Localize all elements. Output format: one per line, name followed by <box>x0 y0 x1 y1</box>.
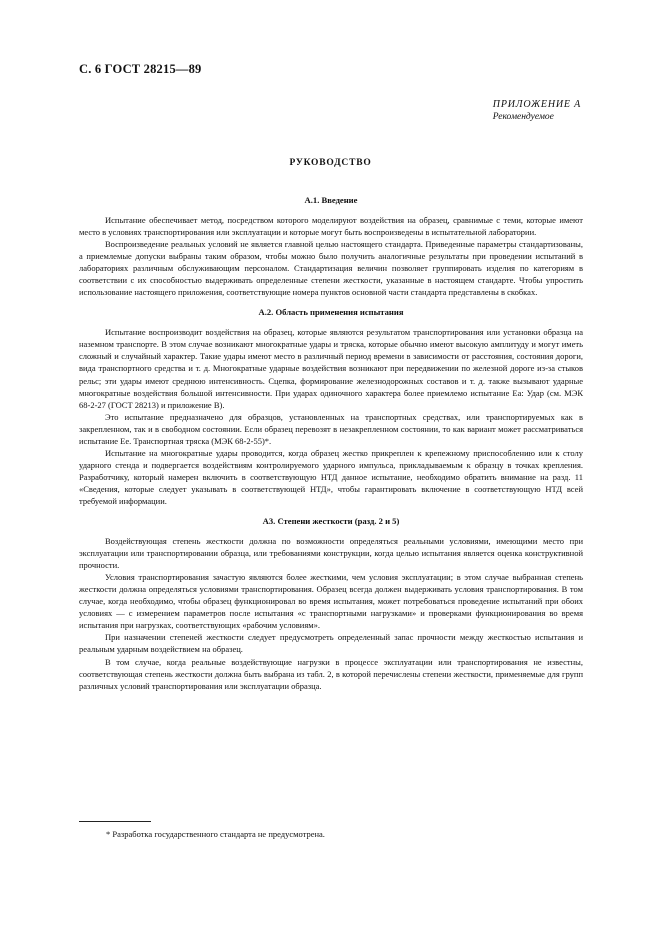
paragraph: Испытание на многократные удары проводится, когда образец жестко прикреплен к крепежному приспособлению или к столу ударного стенда и подвергается воздействиям контролируемого ударного импульса, прикладываемым к образцу в точках крепления. Разработчику, который намерен включить в соответствующую НТД данное испытание, необходимо обратить внимание на разд. 11 «Сведения, которые следует указывать в соответствующей НТД», чтобы гарантировать включение в соответствующую НТД всей требуемой информации. <box>79 447 583 506</box>
paragraph: Испытание обеспечивает метод, посредством которого моделируют воздействия на образец, сравнимые с теми, которые имеют место в условиях транспортирования или эксплуатации и которые могут быть воспроизведены в испытательной лаборатории. <box>79 215 583 238</box>
section-heading-a2: А.2. Область применения испытания <box>258 307 404 318</box>
appendix-label-block <box>493 99 581 122</box>
paragraph: В том случае, когда реальные воздействующие нагрузки в процессе эксплуатации или транспортирования не известны, соответствующая степень жесткости должна быть выбрана из табл. 2, в которой перечислены степени жесткости, применяемые для групп различных условий транспортирования или эксплуатации образца. <box>79 656 583 691</box>
paragraph: Условия транспортирования зачастую являются более жесткими, чем условия эксплуатации; в этом случае выбранная степень жесткости должна определяться условиями транспортирования. Образец всегда должен выдерживать условия транспортирования. В том случае, когда необходимо, чтобы образец функционировал во время испытания, может потребоваться проведение испытаний при обоих условиях — с измерением параметров после испытания «с транспортными нагрузками» и проверками функционирования во время испытания при нагрузках, соответствующих «рабочим условиям». <box>79 572 583 631</box>
paragraph: Воспроизведение реальных условий не является главной целью настоящего стандарта. Приведенные параметры стандартизованы, а приемлемые допуски выбраны таким образом, чтобы можно было получить аналогичные результаты при проведении испытаний в лабораториях различным обслуживающим персоналом. Стандартизация величин позволяет группировать изделия по категориям в соответствии с их способностью выдерживать определенные степени жесткости, указанные в настоящем стандарте. Чтобы упростить использование настоящего приложения, соответствующие номера пунктов основной части стандарта представлены в скобках. <box>79 239 583 298</box>
document-title: РУКОВОДСТВО <box>289 158 372 168</box>
appendix-label: ПРИЛОЖЕНИЕ А <box>492 99 581 110</box>
footnote-divider <box>79 821 151 822</box>
section-heading-a1: А.1. Введение <box>304 195 358 205</box>
paragraph: Это испытание предназначено для образцов, установленных на транспортных средствах, или транспортируемых как в закрепленном, так и в свободном состоянии. Если образец перевозят в незакрепленном состоянии, то как вариант может рассматриваться испытание Ее. Транспортная тряска (МЭК 68-2-55)*. <box>79 411 583 446</box>
appendix-status: Рекомендуемое <box>492 112 554 122</box>
paragraph: Воздействующая степень жесткости должна по возможности определяться реальными условиями, имеющими место при эксплуатации или транспортировании образца, или требованиями конструкции, когда целью испытания является оценка конструктивной прочности. <box>79 536 583 571</box>
page-header: С. 6 ГОСТ 28215—89 <box>79 62 202 76</box>
paragraph: Испытание воспроизводит воздействия на образец, которые являются результатом транспортирования или установки образца на наземном транспорте. В этом случае возникают многократные удары и тряска, которые обычно имеют высокую амплитуду и могут иметь сложный и случайный характер. Такие удары имеют место в различный период времени в зависимости от расстояния, состояния дороги, вида транспортного средства и т. д. Многократные ударные воздействия возникают при передвижении по железной дороге из-за стыков рельс; эти удары имеют среднюю интенсивность. Сцепка, формирование железнодорожных составов и т. д. также вызывают ударные многократные воздействия большой интенсивности. При ударах одиночного характера более приемлемо испытание Еа: Удар (см. МЭК 68-2-27 (ГОСТ 28213) и приложение В). <box>79 327 583 410</box>
paragraph: При назначении степеней жесткости следует предусмотреть определенный запас прочности между жесткостью испытания и реальным ударным воздействием на образец. <box>79 632 583 655</box>
document-body <box>79 195 583 692</box>
section-heading-a3: А3. Степени жесткости (разд. 2 и 5) <box>262 516 400 527</box>
footnote: * Разработка государственного стандарта не предусмотрена. <box>106 829 325 839</box>
